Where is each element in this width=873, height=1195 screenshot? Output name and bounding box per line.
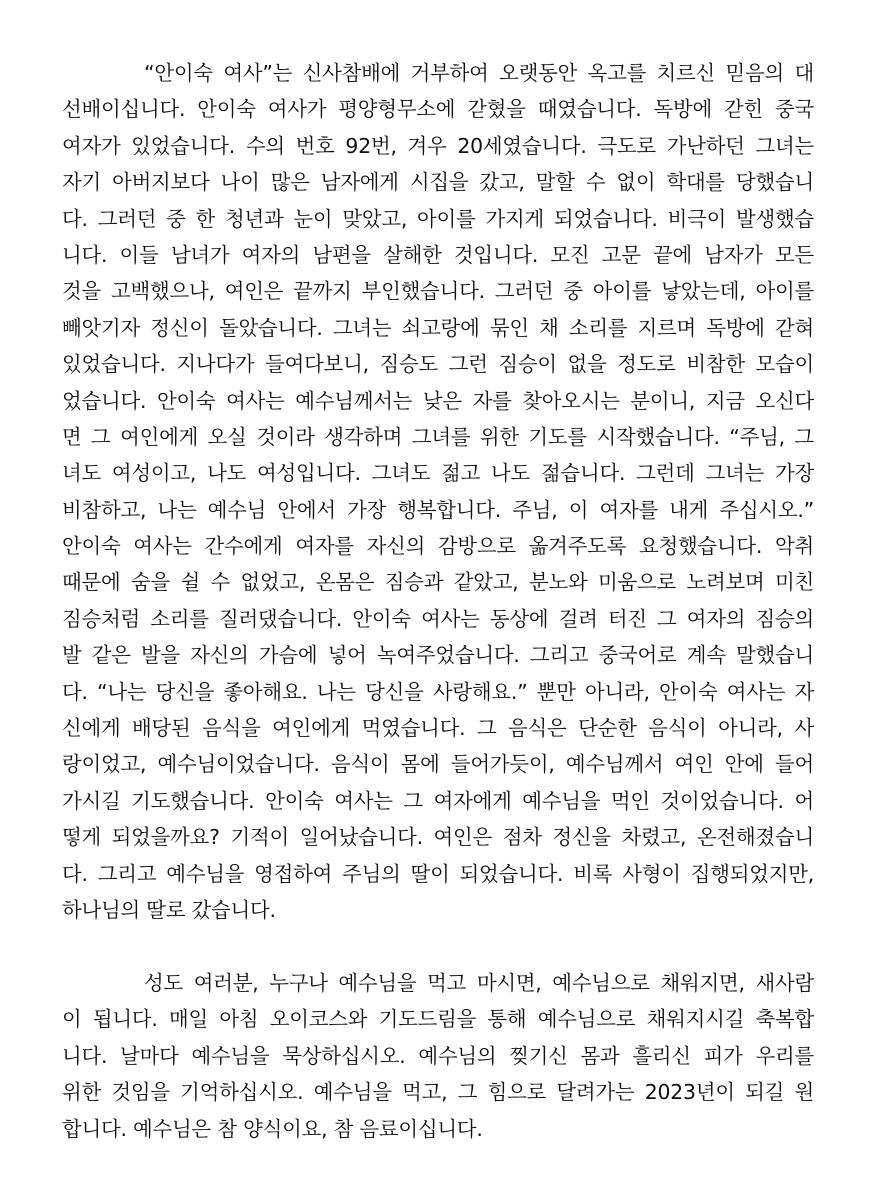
text-line: 떻게 되었을까요? 기적이 일어났습니다. 여인은 점차 정신을 차렸고, 온전해졌습니 bbox=[62, 825, 814, 850]
text-line: 때문에 숨을 쉴 수 없었고, 온몸은 짐승과 같았고, 분노와 미움으로 노려보며 미친 bbox=[62, 570, 814, 595]
text-line: 짐승처럼 소리를 질러댔습니다. 안이숙 여사는 동상에 걸려 터진 그 여자의 짐승의 bbox=[62, 606, 814, 631]
text-line: 안이숙 여사는 간수에게 여자를 자신의 감방으로 옮겨주도록 요청했습니다. 악취 bbox=[62, 534, 814, 559]
text-line: 이 됩니다. 매일 아침 오이코스와 기도드림을 통해 예수님으로 채워지시길 축복합 bbox=[62, 1007, 814, 1032]
text-line: 위한 것임을 기억하십시오. 예수님을 먹고, 그 힘으로 달려가는 2023년이 되길 원 bbox=[62, 1080, 814, 1105]
text-line: 니다. 이들 남녀가 여자의 남편을 살해한 것입니다. 모진 고문 끝에 남자가 모든 bbox=[62, 242, 814, 267]
text-line: 다. 그러던 중 한 청년과 눈이 맞았고, 아이를 가지게 되었습니다. 비극이 발생했습 bbox=[62, 206, 814, 231]
paragraph-story bbox=[62, 55, 814, 928]
paragraph-exhortation bbox=[62, 965, 814, 1147]
text-line: 비참하고, 나는 예수님 안에서 가장 행복합니다. 주님, 이 여자를 내게 주십시오.” bbox=[62, 497, 814, 522]
text-line: 있었습니다. 지나다가 들여다보니, 짐승도 그런 짐승이 없을 정도로 비참한 모습이 bbox=[62, 352, 814, 377]
text-line: 합니다. 예수님은 참 양식이요, 참 음료이십니다. bbox=[62, 1116, 483, 1141]
text-line: 선배이십니다. 안이숙 여사가 평양형무소에 갇혔을 때였습니다. 독방에 갇힌 중국 bbox=[62, 97, 814, 122]
text-line: 니다. 날마다 예수님을 묵상하십시오. 예수님의 찢기신 몸과 흘리신 피가 우리를 bbox=[62, 1043, 814, 1068]
text-line: 하나님의 딸로 갔습니다. bbox=[62, 897, 276, 922]
text-line: 것을 고백했으나, 여인은 끝까지 부인했습니다. 그러던 중 아이를 낳았는데, 아이를 bbox=[62, 279, 814, 304]
text-line: 다. 그리고 예수님을 영접하여 주님의 딸이 되었습니다. 비록 사형이 집행되었지만, bbox=[62, 861, 814, 886]
text-line: 자기 아버지보다 나이 많은 남자에게 시집을 갔고, 말할 수 없이 학대를 당했습니 bbox=[62, 170, 814, 195]
text-line: 녀도 여성이고, 나도 여성입니다. 그녀도 젊고 나도 젊습니다. 그런데 그녀는 가장 bbox=[62, 461, 814, 486]
text-line: 성도 여러분, 누구나 예수님을 먹고 마시면, 예수님으로 채워지면, 새사람 bbox=[144, 971, 814, 995]
text-line: 빼앗기자 정신이 돌았습니다. 그녀는 쇠고랑에 묶인 채 소리를 지르며 독방에 갇혀 bbox=[62, 315, 814, 340]
text-line: 었습니다. 안이숙 여사는 예수님께서는 낮은 자를 찾아오시는 분이니, 지금 오신다 bbox=[62, 388, 814, 413]
text-line: 랑이었고, 예수님이었습니다. 음식이 몸에 들어가듯이, 예수님께서 여인 안에 들어 bbox=[62, 752, 814, 777]
text-line: 가시길 기도했습니다. 안이숙 여사는 그 여자에게 예수님을 먹인 것이었습니다. 어 bbox=[62, 788, 814, 813]
text-line: “안이숙 여사”는 신사참배에 거부하여 오랫동안 옥고를 치르신 믿음의 대 bbox=[144, 61, 814, 85]
text-line: 다. “나는 당신을 좋아해요. 나는 당신을 사랑해요.” 뿐만 아니라, 안이숙 여사는 자 bbox=[62, 679, 814, 704]
text-line: 여자가 있었습니다. 수의 번호 92번, 겨우 20세였습니다. 극도로 가난하던 그녀는 bbox=[62, 133, 814, 158]
text-line: 발 같은 발을 자신의 가슴에 넣어 녹여주었습니다. 그리고 중국어로 계속 말했습니 bbox=[62, 643, 814, 668]
text-line: 신에게 배당된 음식을 여인에게 먹였습니다. 그 음식은 단순한 음식이 아니라, 사 bbox=[62, 716, 814, 741]
text-line: 면 그 여인에게 오실 것이라 생각하며 그녀를 위한 기도를 시작했습니다. “주님, 그 bbox=[62, 424, 814, 449]
